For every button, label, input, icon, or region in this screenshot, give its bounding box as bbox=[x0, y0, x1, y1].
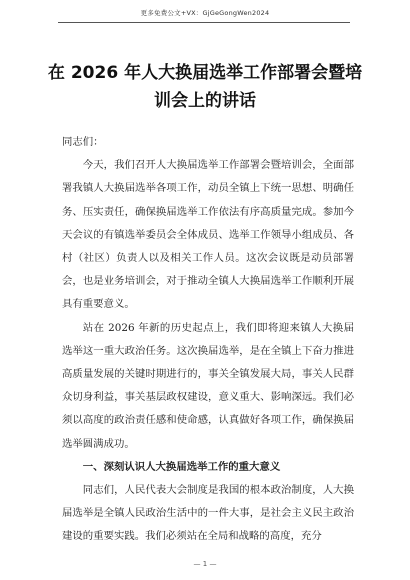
title-line-1: 在 2026 年人大换届选举工作部署会暨培 bbox=[47, 63, 363, 83]
page-number: — 1 — bbox=[193, 560, 217, 568]
header-watermark: 更多免费公文+VX：GjGeGongWen2024 bbox=[140, 9, 270, 17]
title-line-2: 训会上的讲话 bbox=[154, 91, 256, 111]
header-divider bbox=[58, 22, 350, 23]
document-title bbox=[40, 59, 370, 115]
body-paragraph: 今天，我们召开人大换届选举工作部署会暨培训会，全面部署我镇人大换届选举各项工作，动员全镇上下统一思想、明确任务、压实责任，确保换届选举工作依法有序高质量完成。参加今天会议的有镇选举委员会全体成员、选举工作领导小组成员、各村（社区）负责人以及相关工作人员。这次会议既是动员部署会，也是业务培训会，对于推动全镇人大换届选举工作顺利开展具有重要意义。 bbox=[62, 159, 354, 311]
document-body bbox=[62, 131, 354, 549]
section-heading: 一、深刻认识人大换届选举工作的重大意义 bbox=[82, 460, 281, 473]
body-paragraph: 站在 2026 年新的历史起点上，我们即将迎来镇人大换届选举这一重大政治任务。这次换届选举，是在全镇上下奋力推进高质量发展的关键时期进行的，事关全镇发展大局，事关人民群众切身利益，事关基层政权建设，意义重大、影响深远。我们必须以高度的政治责任感和使命感，认真做好各项工作，确保换届选举圆满成功。 bbox=[62, 321, 354, 450]
body-paragraph: 同志们，人民代表大会制度是我国的根本政治制度，人大换届选举是全镇人民政治生活中的一件大事，是社会主义民主政治建设的重要实践。我们必须站在全局和战略的高度，充分 bbox=[62, 484, 354, 543]
salutation: 同志们： bbox=[62, 136, 104, 148]
